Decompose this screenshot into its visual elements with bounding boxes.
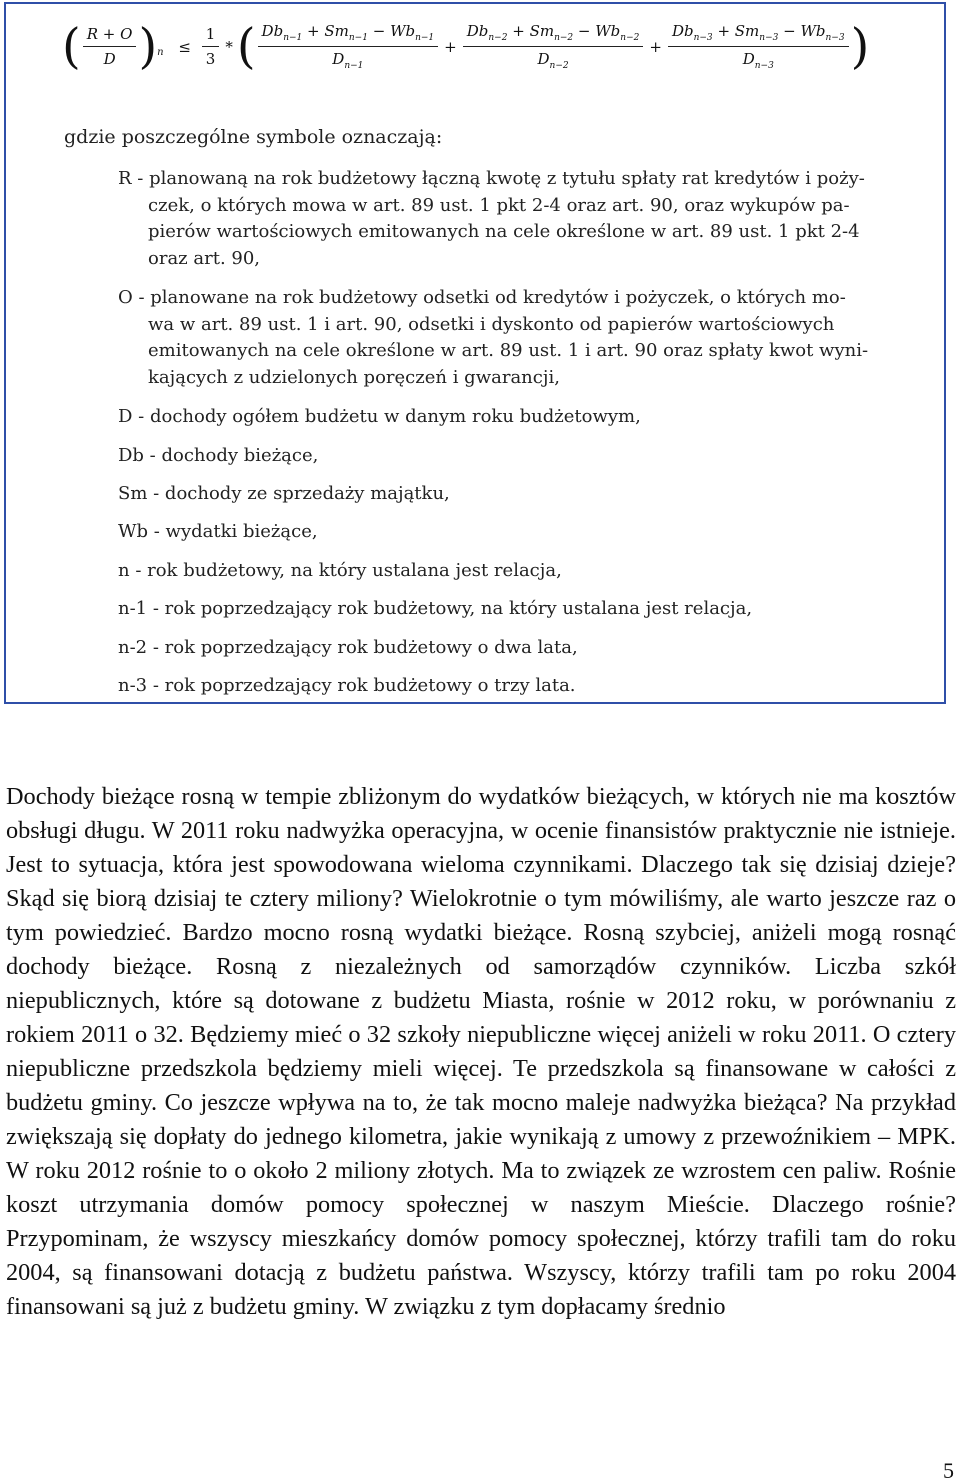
body-paragraph: Dochody bieżące rosną w tempie zbliżonym do wydatków bieżących, w których nie ma kosztów obsługi długu. W 2011 roku nadwyżka operacyjna, w ocenie finansistów praktycznie nie istnieje. Jest to sytuacja, która jest spowodowana wieloma czynnikami. Dlaczego tak się dzisiaj dzieje? Skąd się biorą dzisiaj te cztery miliony? Wielokrotnie o tym mówiliśmy, ale warto jeszcze raz o tym powiedzieć. Bardzo mocno rosną wydatki bieżące. Rosną szybciej, aniżeli mogą rosnąć dochody bieżące. Rosną z niezależnych od samorządów czynników. Liczba szkół niepublicznych, które są dotowane z budżetu Miasta, rośnie w 2012 roku, w porównaniu z rokiem 2011 o 32. Będziemy mieć o 32 szkoły niepubliczne więcej aniżeli w roku 2011. O cztery niepubliczne przedszkola będziemy mieli więcej. Te przedszkola są finansowane w całości z budżetu gminy. Co jeszcze wpływa na to, że tak mocno maleje nadwyżka bieżąca? Na przykład zwiększają się dopłaty do jednego kilometra, jakie wynikają z umowy z przewoźnikiem – MPK. W roku 2012 rośnie to o około 2 miliony złotych. Ma to związek ze wzrostem cen paliw. Rośnie koszt utrzymania domów pomocy społecznej w naszym Mieście. Dlaczego rośnie? Przypominam, że wszyscy mieszkańcy domów pomocy społecznej, którzy trafili tam do roku 2004, są finansowani dotacją z budżetu państwa. Wszyscy, którzy trafili tam po roku 2004 finansowani są już z budżetu gminy. W związku z tym dopłacamy średnio — [6, 783, 956, 1320]
coefficient-fraction — [202, 25, 220, 68]
left-paren: ( — [62, 18, 81, 75]
term-denominator: $D_{n-3}$ — [742, 50, 774, 71]
big-right-paren: ) — [850, 18, 870, 75]
symbol-definition — [118, 558, 918, 585]
term-numerator: $Db_{n-3} + Sm_{n-3} - Wb_{n-3}$ — [668, 22, 849, 47]
symbol-definition — [118, 519, 918, 546]
definition-line: n-2 - rok poprzedzający rok budżetowy o dwa lata, — [118, 637, 578, 658]
relation-sign: ≤ — [178, 37, 191, 56]
big-left-paren: ( — [236, 18, 256, 75]
lhs-fraction — [83, 25, 137, 68]
symbol-definition — [118, 166, 918, 272]
coefficient-denominator: 3 — [205, 50, 216, 68]
formula-term — [463, 22, 644, 71]
right-paren: ) — [138, 18, 158, 75]
formula-term — [258, 22, 439, 71]
debt-ratio-formula — [62, 18, 870, 82]
symbol-definition — [118, 596, 918, 623]
formula-terms — [256, 22, 851, 71]
symbols-intro: gdzie poszczególne symbole oznaczają: — [64, 126, 443, 148]
definition-line: D - dochody ogółem budżetu w danym roku budżetowym, — [118, 406, 641, 427]
symbol-definition — [118, 404, 918, 431]
definition-line: Sm - dochody ze sprzedaży majątku, — [118, 483, 450, 504]
symbol-definition — [118, 481, 918, 508]
coefficient-numerator: 1 — [202, 25, 220, 47]
lhs-subscript: n — [157, 46, 164, 58]
plus-sign: + — [444, 37, 457, 56]
multiply-sign: * — [225, 37, 233, 56]
plus-sign: + — [649, 37, 662, 56]
definition-line: n - rok budżetowy, na który ustalana jest relacja, — [118, 560, 562, 581]
term-numerator: $Db_{n-1} + Sm_{n-1} - Wb_{n-1}$ — [258, 22, 439, 47]
symbol-definition — [118, 443, 918, 470]
definition-line: R - planowaną na rok budżetowy łączną kwotę z tytułu spłaty rat kredytów i poży- — [118, 168, 865, 189]
formula-term — [668, 22, 849, 71]
term-denominator: $D_{n-1}$ — [332, 50, 364, 71]
term-numerator: $Db_{n-2} + Sm_{n-2} - Wb_{n-2}$ — [463, 22, 644, 47]
definition-line: kających z udzielonych poręczeń i gwarancji, — [148, 366, 560, 388]
definition-line: oraz art. 90, — [148, 247, 261, 269]
definition-line: wa w art. 89 ust. 1 i art. 90, odsetki i dyskonto od papierów wartościowych — [148, 313, 835, 335]
definition-line: emitowanych na cele określone w art. 89 ust. 1 i art. 90 oraz spłaty kwot wyni- — [148, 340, 869, 361]
definition-line: Wb - wydatki bieżące, — [118, 521, 318, 542]
symbol-definition — [118, 635, 918, 662]
definition-line: czek, o których mowa w art. 89 ust. 1 pkt 2-4 oraz art. 90, oraz wykupów pa- — [148, 194, 850, 216]
definition-line: pierów wartościowych emitowanych na cele określone w art. 89 ust. 1 pkt 2-4 — [148, 221, 860, 242]
definition-line: O - planowane na rok budżetowy odsetki od kredytów i pożyczek, o których mo- — [118, 287, 846, 308]
symbol-definition — [118, 285, 918, 391]
page-number: 5 — [943, 1458, 954, 1483]
definition-line: Db - dochody bieżące, — [118, 445, 319, 466]
lhs-denominator: D — [103, 50, 116, 68]
definition-line: n-1 - rok poprzedzający rok budżetowy, na który ustalana jest relacja, — [118, 598, 753, 619]
definition-line: n-3 - rok poprzedzający rok budżetowy o trzy lata. — [118, 675, 576, 696]
lhs-numerator: R + O — [83, 25, 137, 47]
symbol-definition — [118, 673, 918, 700]
term-denominator: $D_{n-2}$ — [537, 50, 569, 71]
